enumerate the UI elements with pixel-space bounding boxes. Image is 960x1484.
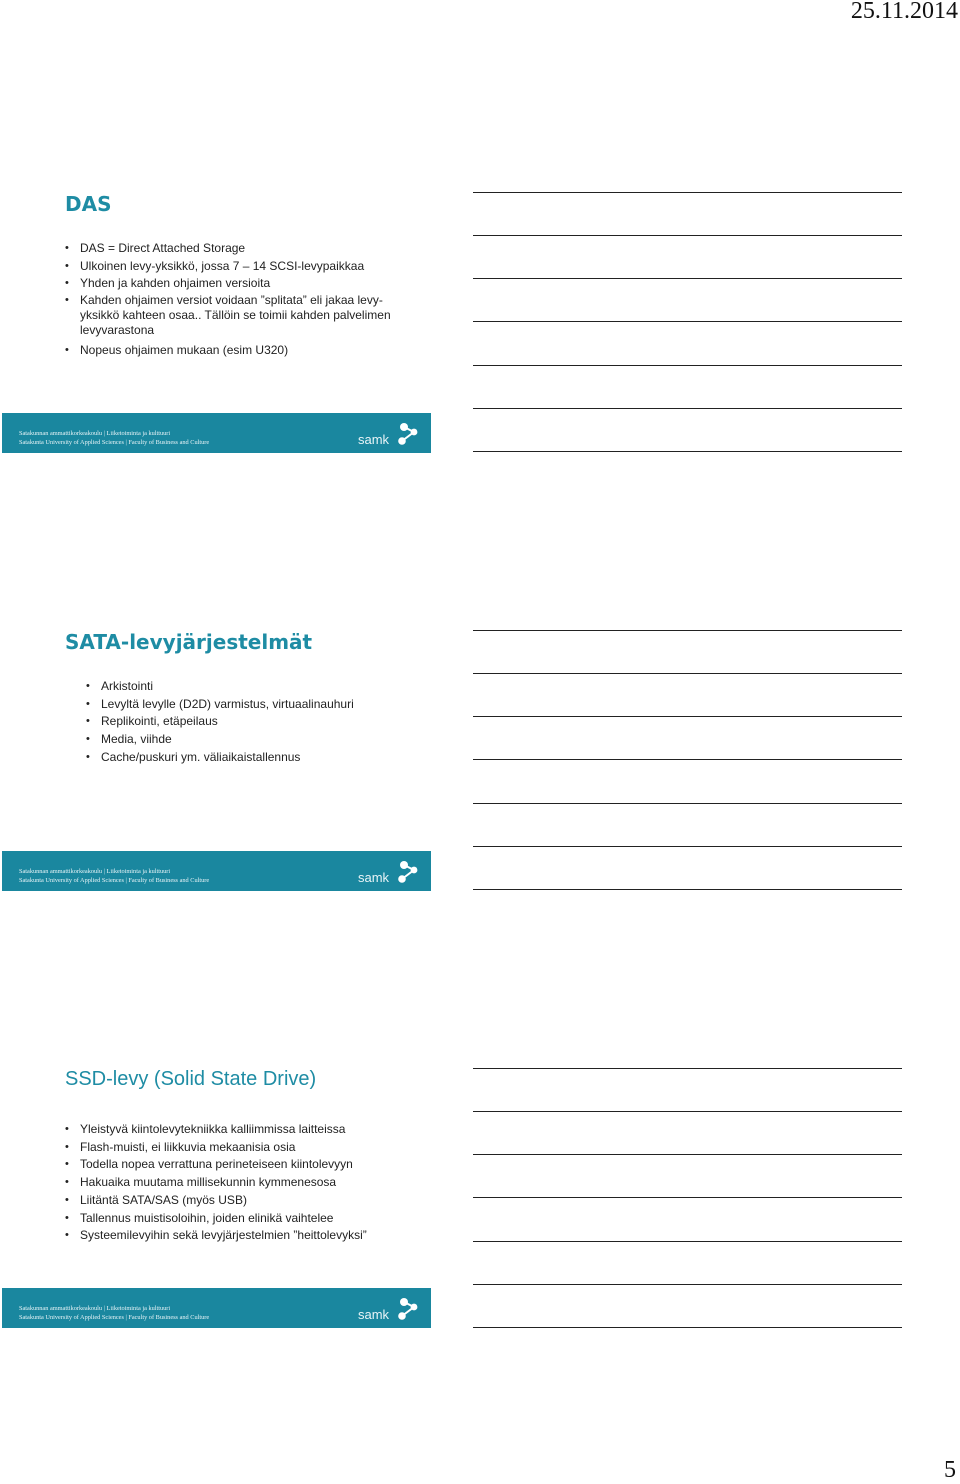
footer-text	[19, 429, 209, 447]
note-line	[473, 846, 902, 847]
note-line	[473, 673, 902, 674]
list-item: • Replikointi, etäpeilaus	[101, 713, 421, 731]
samk-logo-icon	[358, 1295, 422, 1323]
list-item: • Tallennus muistisoloihin, joiden elinikä vaihtelee	[80, 1210, 420, 1228]
note-line	[473, 1068, 902, 1069]
note-line	[473, 278, 902, 279]
note-line	[473, 451, 902, 452]
list-item: • Levyltä levylle (D2D) varmistus, virtuaalinauhuri	[101, 696, 421, 714]
note-line	[473, 1111, 902, 1112]
slide-title: DAS	[65, 192, 112, 216]
list-item: • Kahden ohjaimen versiot voidaan ”splitata” eli jakaa levy-yksikkö kahteen osaa.. Tällöin se toimii kahden palvelimen levyvarastona	[80, 293, 405, 338]
footer-line-1: Satakunnan ammattikorkeakoulu | Liiketoiminta ja kulttuuri	[19, 430, 171, 437]
list-item: • Systeemilevyihin sekä levyjärjestelmien ”heittolevyksi”	[80, 1227, 420, 1245]
list-item: • Arkistointi	[101, 678, 421, 696]
footer-line-2: Satakunta University of Applied Sciences | Faculty of Business and Culture	[19, 1314, 210, 1321]
footer-text	[19, 867, 209, 885]
slide-footer	[2, 851, 431, 891]
svg-text:samk: samk	[358, 432, 390, 447]
slide-title: SATA-levyjärjestelmät	[65, 630, 313, 654]
footer-line-1: Satakunnan ammattikorkeakoulu | Liiketoiminta ja kulttuuri	[19, 868, 171, 875]
svg-text:samk: samk	[358, 1307, 390, 1322]
note-line	[473, 235, 902, 236]
note-line	[473, 1284, 902, 1285]
list-item: • Media, viihde	[101, 731, 421, 749]
footer-line-2: Satakunta University of Applied Sciences | Faculty of Business and Culture	[19, 439, 210, 446]
list-item: • Hakuaika muutama millisekunnin kymmenesosa	[80, 1174, 420, 1192]
list-item: • Todella nopea verrattuna perineteiseen kiintolevyyn	[80, 1156, 420, 1174]
note-line	[473, 716, 902, 717]
note-line	[473, 630, 902, 631]
bullet-list	[80, 240, 405, 360]
page-number: 5	[944, 1457, 956, 1483]
note-line	[473, 321, 902, 322]
slide-footer	[2, 1288, 431, 1328]
list-item: • Yleistyvä kiintolevytekniikka kalliimmissa laitteissa	[80, 1121, 420, 1139]
footer-line-1: Satakunnan ammattikorkeakoulu | Liiketoiminta ja kulttuuri	[19, 1305, 171, 1312]
bullet-list	[80, 1121, 420, 1245]
list-item: • DAS = Direct Attached Storage	[80, 240, 405, 258]
svg-text:samk: samk	[358, 870, 390, 885]
note-line	[473, 408, 902, 409]
slide-title: SSD-levy (Solid State Drive)	[65, 1068, 317, 1090]
note-line	[473, 889, 902, 890]
list-item: • Cache/puskuri ym. väliaikaistallennus	[101, 749, 421, 767]
bullet-list	[101, 678, 421, 767]
note-line	[473, 759, 902, 760]
list-item: • Liitäntä SATA/SAS (myös USB)	[80, 1192, 420, 1210]
footer-text	[19, 1304, 209, 1322]
slide-footer	[2, 413, 431, 453]
samk-logo-icon	[358, 858, 422, 886]
note-line	[473, 803, 902, 804]
note-line	[473, 1154, 902, 1155]
note-line	[473, 1197, 902, 1198]
list-item: • Yhden ja kahden ohjaimen versioita	[80, 275, 405, 293]
note-line	[473, 192, 902, 193]
list-item: • Ulkoinen levy-yksikkö, jossa 7 – 14 SCSI-levypaikkaa	[80, 258, 405, 276]
list-item: • Nopeus ohjaimen mukaan (esim U320)	[80, 342, 405, 360]
footer-line-2: Satakunta University of Applied Sciences | Faculty of Business and Culture	[19, 877, 210, 884]
note-line	[473, 1327, 902, 1328]
list-item: • Flash-muisti, ei liikkuvia mekaanisia osia	[80, 1139, 420, 1157]
note-line	[473, 365, 902, 366]
note-line	[473, 1241, 902, 1242]
samk-logo-icon	[358, 420, 422, 448]
page-date: 25.11.2014	[850, 0, 958, 24]
